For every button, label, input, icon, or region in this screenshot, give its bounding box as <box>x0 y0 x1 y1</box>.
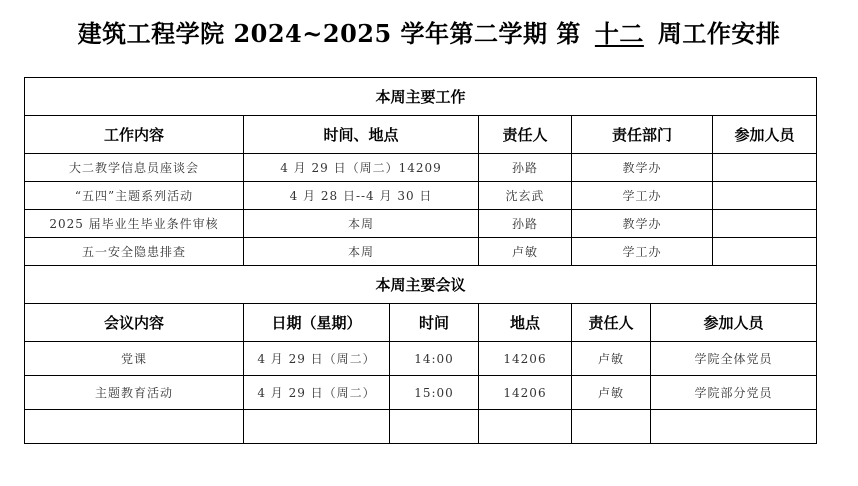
work-col-content: 工作内容 <box>25 116 244 154</box>
work-person-cell: 孙路 <box>479 154 572 182</box>
work-col-attendees: 参加人员 <box>713 116 817 154</box>
meeting-col-content: 会议内容 <box>25 304 244 342</box>
work-dept-cell: 教学办 <box>572 210 713 238</box>
meeting-col-date: 日期（星期） <box>244 304 390 342</box>
schedule-table <box>24 77 817 444</box>
title-prefix: 建筑工程学院 2024~2025 学年第二学期 第 <box>77 19 581 48</box>
table-row <box>25 210 817 238</box>
title-suffix: 周工作安排 <box>657 19 781 48</box>
work-person-cell: 卢敏 <box>479 238 572 266</box>
meeting-col-time: 时间 <box>390 304 479 342</box>
work-time-place-cell: 本周 <box>244 210 479 238</box>
work-section-header-row <box>25 78 817 116</box>
meeting-attendees-cell: 学院全体党员 <box>651 342 817 376</box>
meeting-content-cell: 党课 <box>25 342 244 376</box>
work-column-header-row <box>25 116 817 154</box>
meeting-col-attendees: 参加人员 <box>651 304 817 342</box>
meeting-section-header: 本周主要会议 <box>25 266 817 304</box>
table-row <box>25 376 817 410</box>
work-person-cell: 沈玄武 <box>479 182 572 210</box>
title-week-number: 十二 <box>594 19 644 48</box>
meeting-content-cell <box>25 410 244 444</box>
work-dept-cell: 学工办 <box>572 182 713 210</box>
meeting-attendees-cell: 学院部分党员 <box>651 376 817 410</box>
work-person-cell: 孙路 <box>479 210 572 238</box>
work-attendees-cell <box>713 238 817 266</box>
work-attendees-cell <box>713 182 817 210</box>
meeting-person-cell: 卢敏 <box>572 376 651 410</box>
meeting-place-cell: 14206 <box>479 376 572 410</box>
work-col-dept: 责任部门 <box>572 116 713 154</box>
meeting-date-cell: 4 月 29 日（周二） <box>244 376 390 410</box>
work-content-cell: 五一安全隐患排查 <box>25 238 244 266</box>
work-time-place-cell: 本周 <box>244 238 479 266</box>
meeting-date-cell: 4 月 29 日（周二） <box>244 342 390 376</box>
table-row <box>25 410 817 444</box>
page-title <box>0 14 858 49</box>
table-row <box>25 342 817 376</box>
work-attendees-cell <box>713 210 817 238</box>
meeting-col-person: 责任人 <box>572 304 651 342</box>
meeting-column-header-row <box>25 304 817 342</box>
table-row <box>25 238 817 266</box>
meeting-attendees-cell <box>651 410 817 444</box>
meeting-section-header-row <box>25 266 817 304</box>
table-row <box>25 182 817 210</box>
work-attendees-cell <box>713 154 817 182</box>
work-dept-cell: 教学办 <box>572 154 713 182</box>
work-dept-cell: 学工办 <box>572 238 713 266</box>
work-time-place-cell: 4 月 28 日--4 月 30 日 <box>244 182 479 210</box>
table-row <box>25 154 817 182</box>
work-content-cell: 大二教学信息员座谈会 <box>25 154 244 182</box>
meeting-date-cell <box>244 410 390 444</box>
work-col-person: 责任人 <box>479 116 572 154</box>
meeting-time-cell: 14:00 <box>390 342 479 376</box>
work-time-place-cell: 4 月 29 日（周二）14209 <box>244 154 479 182</box>
meeting-person-cell <box>572 410 651 444</box>
meeting-time-cell: 15:00 <box>390 376 479 410</box>
work-col-time-place: 时间、地点 <box>244 116 479 154</box>
meeting-content-cell: 主题教育活动 <box>25 376 244 410</box>
work-content-cell: “五四”主题系列活动 <box>25 182 244 210</box>
meeting-col-place: 地点 <box>479 304 572 342</box>
work-section-header: 本周主要工作 <box>25 78 817 116</box>
meeting-place-cell: 14206 <box>479 342 572 376</box>
meeting-place-cell <box>479 410 572 444</box>
meeting-person-cell: 卢敏 <box>572 342 651 376</box>
meeting-time-cell <box>390 410 479 444</box>
work-content-cell: 2025 届毕业生毕业条件审核 <box>25 210 244 238</box>
